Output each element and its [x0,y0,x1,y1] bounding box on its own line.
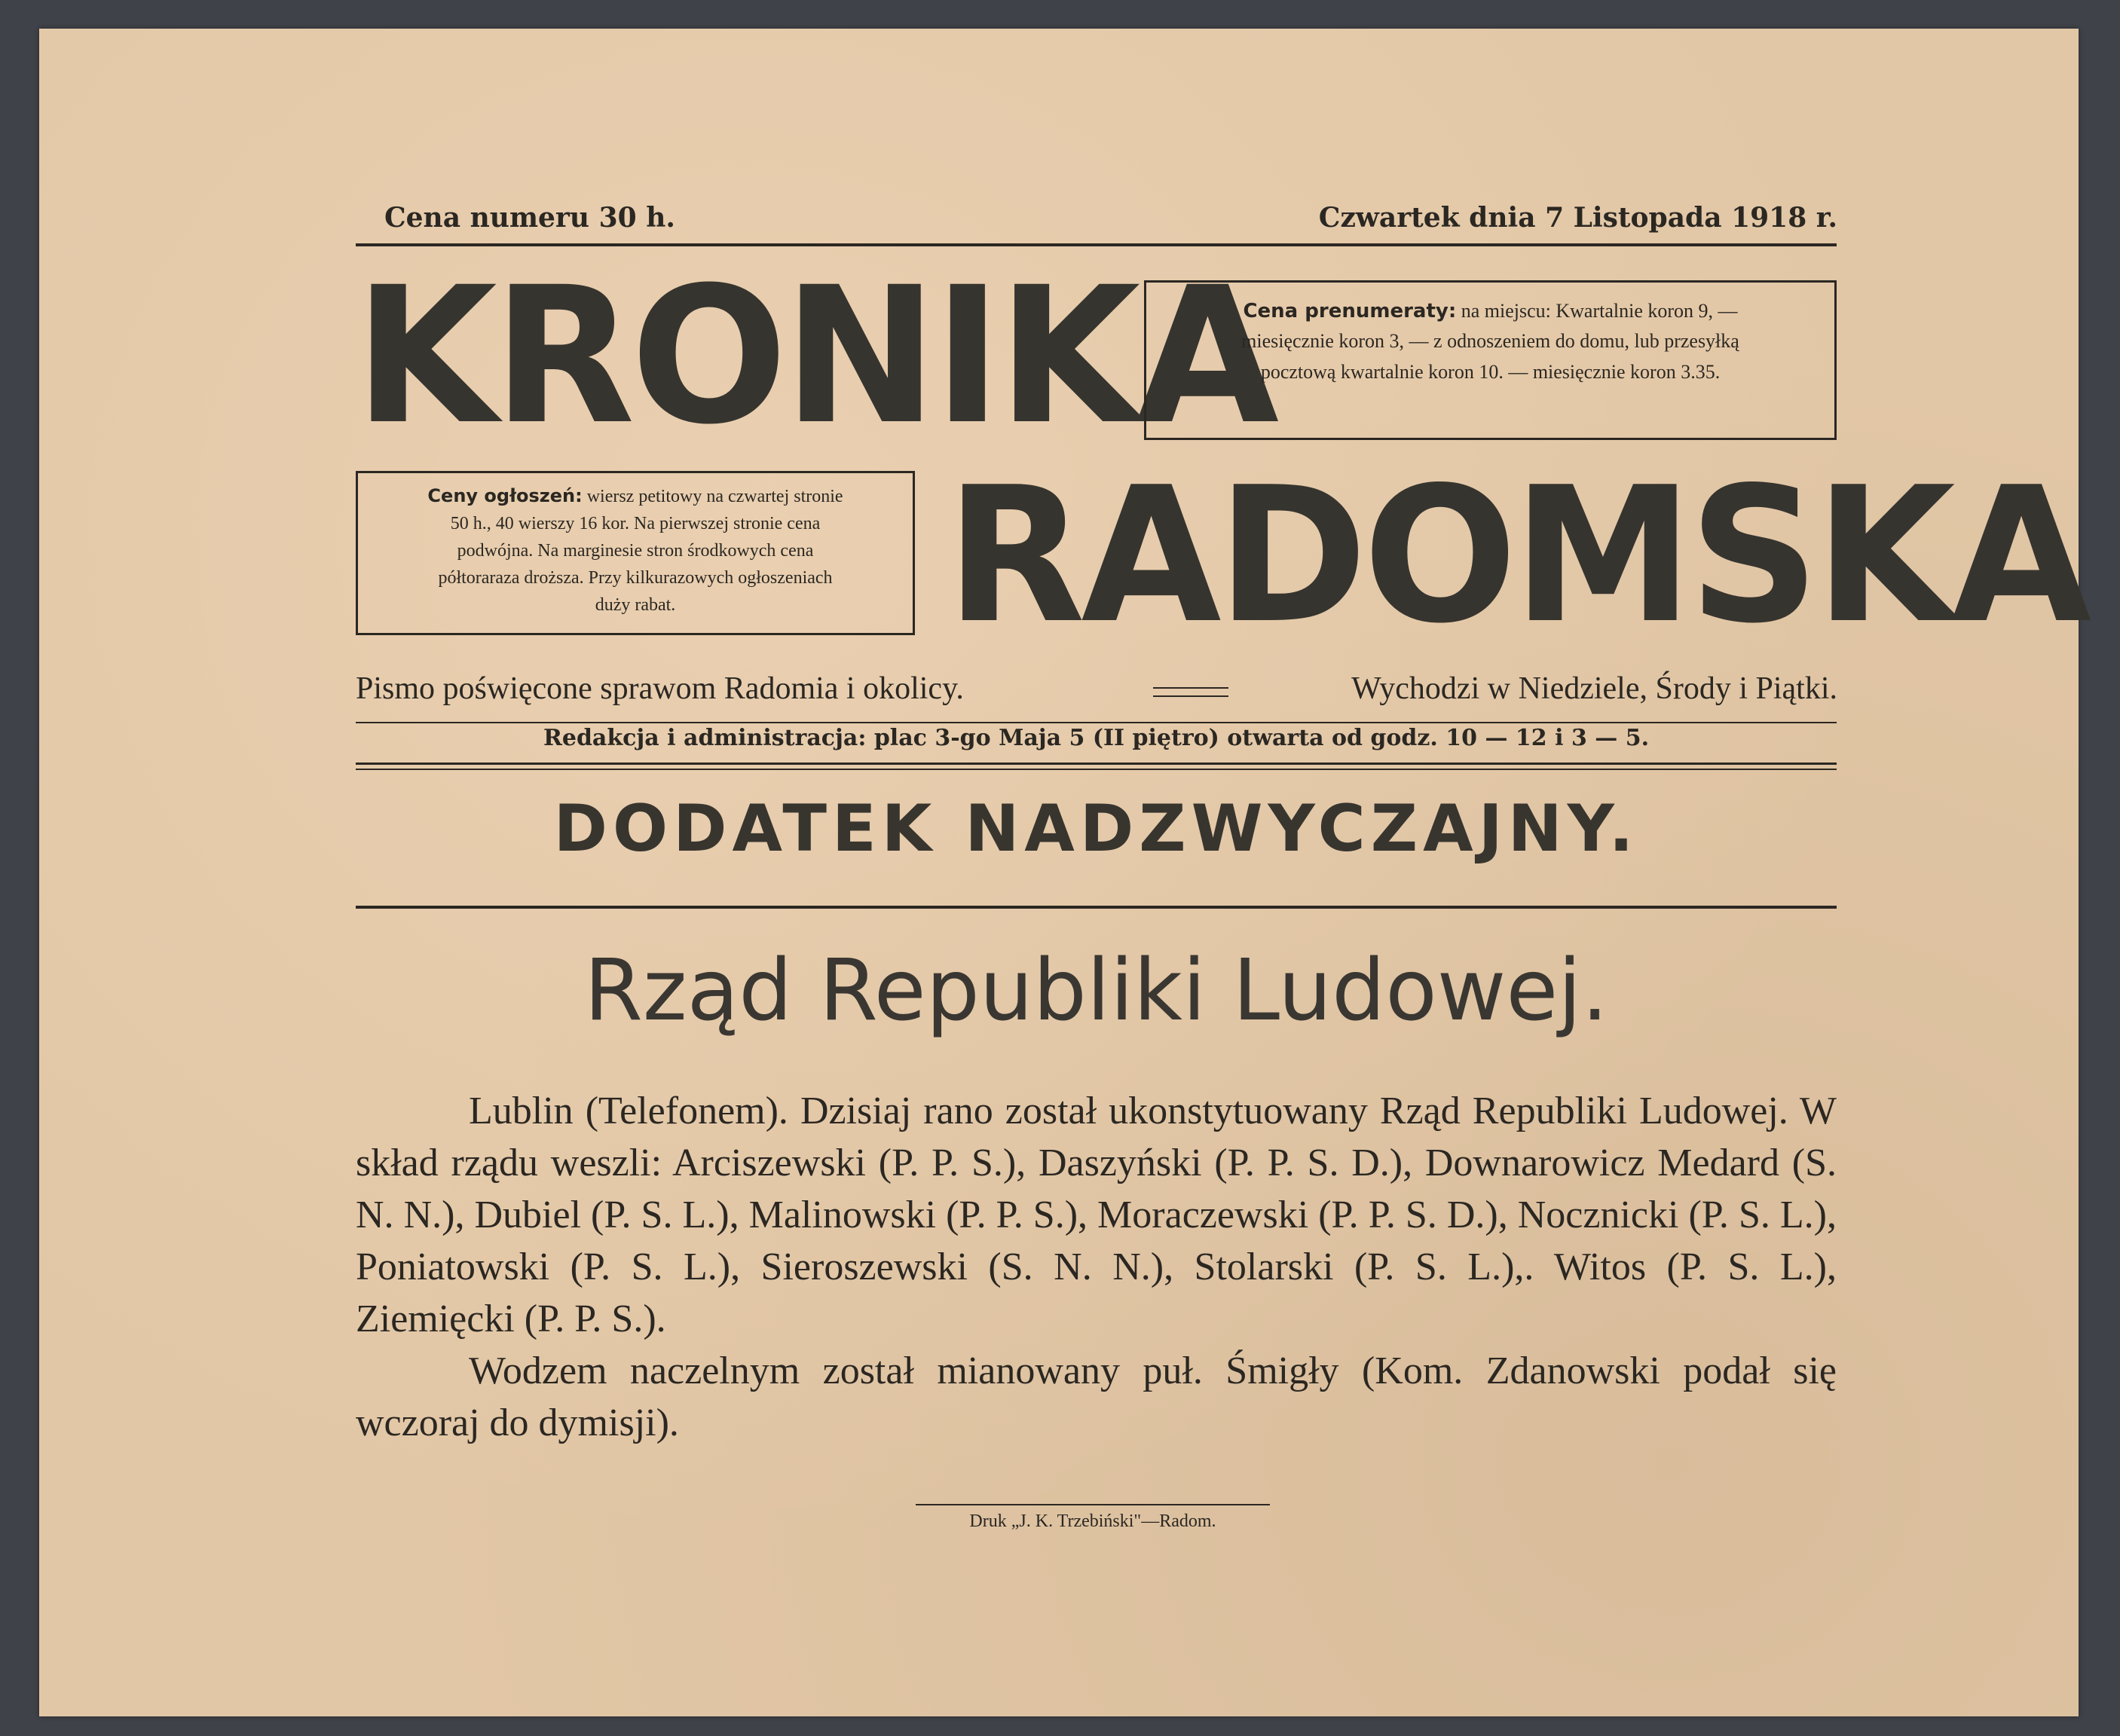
subscription-price-box [1144,280,1837,440]
ads-line1-rest: wiersz petitowy na czwartej stronie [586,487,843,506]
extra-edition-rule [356,906,1837,909]
issue-price: Cena numeru 30 h. [384,202,675,234]
editorial-rule-bottom-2 [356,769,1837,770]
article-paragraph-1: Lublin (Telefonem). Dzisiaj rano został ukonstytuowany Rząd Republiki Ludowej. W skład rządu weszli: Arciszewski (P. P. S.), Daszyński (P. P. S. D.), Downarowicz Medard (S. N. N.), Dubiel (P. S. L.), Malinowski (P. P. S.), Moraczewski (P. P. S. D.), Nocznicki (P. S. L.), Poniatowski (P. S. L.), Sieroszewski (S. N. N.), Stolarski (P. S. L.),. Witos (P. S. L.), Ziemięcki (P. P. S.). [356,1090,1837,1340]
tagline-separator [1153,687,1228,697]
subscription-line1 [1169,296,1812,326]
ads-line1 [372,482,899,510]
ads-line3: podwójna. Na marginesie stron środkowych cena [457,541,814,561]
extra-edition-title: DODATEK NADZWYCZAJNY. [553,791,1639,866]
masthead-line1: KRONIKA [354,246,1275,466]
issue-date: Czwartek dnia 7 Listopada 1918 r. [1318,202,1837,234]
subscription-line1-rest: na miejscu: Kwartalnie koron 9, — [1461,300,1738,322]
editorial-rule-top [356,722,1837,723]
editorial-rule-bottom [356,763,1837,765]
masthead-line2: RADOMSKA [946,448,2088,665]
article-headline: Rząd Republiki Ludowej. [584,942,1608,1040]
ads-label: Ceny ogłoszeń: [427,485,583,506]
article-body [356,1085,1837,1449]
ads-line5: duży rabat. [595,595,676,615]
subscription-line2: miesięcznie koron 3, — z odnoszeniem do domu, lub przesyłką [1241,330,1739,353]
subscription-line3: pocztową kwartalnie koron 10. — miesięcznie koron 3.35. [1260,360,1721,383]
paper-tagline: Pismo poświęcone sprawom Radomia i okolicy. [356,671,964,706]
ads-line4: półtoraraza droższa. Przy kilkurazowych ogłoszeniach [438,568,833,588]
subscription-label: Cena prenumeraty: [1243,300,1457,322]
article-paragraph-2: Wodzem naczelnym został mianowany puł. Śmigły (Kom. Zdanowski podał się wczoraj do dymisji). [356,1349,1837,1444]
printer-imprint: Druk „J. K. Trzebiński"—Radom. [916,1504,1270,1532]
editorial-office-line: Redakcja i administracja: plac 3-go Maja 5 (II piętro) otwarta od godz. 10 — 12 i 3 — 5. [543,725,1650,751]
ads-line2: 50 h., 40 wierszy 16 kor. Na pierwszej stronie cena [450,514,821,533]
publication-days: Wychodzi w Niedziele, Środy i Piątki. [1351,671,1837,706]
ad-price-box [356,471,915,635]
